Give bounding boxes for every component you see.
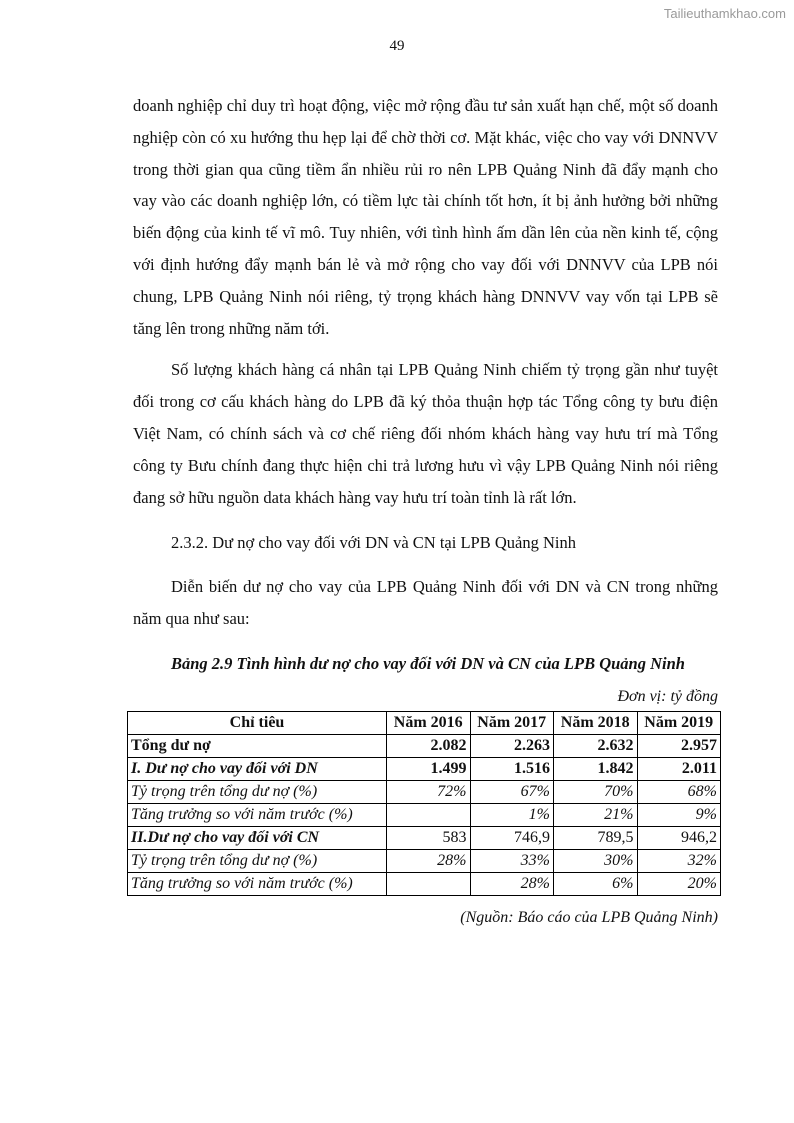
cell-2018: 2.632 — [554, 734, 638, 757]
header-2019: Năm 2019 — [637, 711, 721, 734]
section-heading: 2.3.2. Dư nợ cho vay đối với DN và CN tại LPB Quảng Ninh — [171, 533, 576, 553]
header-2016: Năm 2016 — [387, 711, 471, 734]
table-row-total — [128, 734, 721, 757]
paragraph-3: Diễn biến dư nợ cho vay của LPB Quảng Ninh đối với DN và CN trong những năm qua như sau: — [133, 577, 718, 628]
table-row-cn-growth — [128, 872, 721, 895]
row-label: Tăng trưởng so với năm trước (%) — [128, 803, 387, 826]
cell-2017: 746,9 — [470, 826, 554, 849]
cell-2016: 72% — [387, 780, 471, 803]
cell-2017: 67% — [470, 780, 554, 803]
page-content — [133, 90, 718, 932]
cell-2019: 68% — [637, 780, 721, 803]
paragraph-2: Số lượng khách hàng cá nhân tại LPB Quảng Ninh chiếm tỷ trọng gần như tuyệt đối trong cơ cấu khách hàng do LPB đã ký thỏa thuận hợp tác Tổng công ty bưu điện Việt Nam, có chính sách và cơ chế riêng đối nhóm khách hàng vay hưu trí mà Tổng công ty Bưu chính đang thực hiện chi trả lương hưu vì vậy LPB Quảng Ninh nói riêng đang sở hữu nguồn data khách hàng vay hưu trí toàn tỉnh là rất lớn. — [133, 360, 718, 507]
cell-2016: 1.499 — [387, 757, 471, 780]
header-indicator: Chỉ tiêu — [128, 711, 387, 734]
cell-2016: 2.082 — [387, 734, 471, 757]
cell-2019: 2.957 — [637, 734, 721, 757]
cell-2017: 2.263 — [470, 734, 554, 757]
row-label: II.Dư nợ cho vay đối với CN — [128, 826, 387, 849]
table-unit: Đơn vị: tỷ đồng — [617, 687, 718, 705]
row-label: Tỷ trọng trên tổng dư nợ (%) — [128, 849, 387, 872]
row-label: I. Dư nợ cho vay đối với DN — [128, 757, 387, 780]
cell-2018: 6% — [554, 872, 638, 895]
cell-2018: 789,5 — [554, 826, 638, 849]
table-source: (Nguồn: Báo cáo của LPB Quảng Ninh) — [460, 908, 718, 926]
table-header-row — [128, 711, 721, 734]
cell-2019: 946,2 — [637, 826, 721, 849]
table-row-dn — [128, 757, 721, 780]
cell-2016 — [387, 803, 471, 826]
cell-2017: 1% — [470, 803, 554, 826]
table-row-dn-growth — [128, 803, 721, 826]
row-label: Tăng trưởng so với năm trước (%) — [128, 872, 387, 895]
cell-2016: 583 — [387, 826, 471, 849]
cell-2016 — [387, 872, 471, 895]
cell-2019: 20% — [637, 872, 721, 895]
cell-2017: 33% — [470, 849, 554, 872]
cell-2019: 2.011 — [637, 757, 721, 780]
row-label: Tổng dư nợ — [128, 734, 387, 757]
table-caption: Bảng 2.9 Tình hình dư nợ cho vay đối với DN và CN của LPB Quảng Ninh — [171, 653, 685, 673]
cell-2018: 30% — [554, 849, 638, 872]
table-row-dn-share — [128, 780, 721, 803]
cell-2016: 28% — [387, 849, 471, 872]
cell-2017: 28% — [470, 872, 554, 895]
table-row-cn-share — [128, 849, 721, 872]
cell-2018: 1.842 — [554, 757, 638, 780]
cell-2019: 32% — [637, 849, 721, 872]
header-2018: Năm 2018 — [554, 711, 638, 734]
loan-table — [127, 711, 721, 896]
cell-2018: 21% — [554, 803, 638, 826]
watermark: Tailieuthamkhao.com — [663, 6, 786, 21]
cell-2018: 70% — [554, 780, 638, 803]
paragraph-1: doanh nghiệp chỉ duy trì hoạt động, việc mở rộng đầu tư sản xuất hạn chế, một số doanh nghiệp còn có xu hướng thu hẹp lại để chờ thời cơ. Mặt khác, việc cho vay với DNNVV trong thời gian qua cũng tiềm ẩn nhiều rủi ro nên LPB Quảng Ninh đã đẩy mạnh cho vay vào các doanh nghiệp lớn, có tiềm lực tài chính tốt hơn, ít bị ảnh hưởng bởi những biến động của kinh tế vĩ mô. Tuy nhiên, với tình hình ấm dần lên của nền kinh tế, cộng với định hướng đẩy mạnh bán lẻ và mở rộng cho vay đối với DNNVV của LPB nói chung, LPB Quảng Ninh nói riêng, tỷ trọng khách hàng DNNVV vay vốn tại LPB sẽ tăng lên trong những năm tới. — [133, 96, 718, 338]
cell-2017: 1.516 — [470, 757, 554, 780]
cell-2019: 9% — [637, 803, 721, 826]
table-row-cn — [128, 826, 721, 849]
page-number: 49 — [389, 38, 405, 54]
row-label: Tỷ trọng trên tổng dư nợ (%) — [128, 780, 387, 803]
header-2017: Năm 2017 — [470, 711, 554, 734]
